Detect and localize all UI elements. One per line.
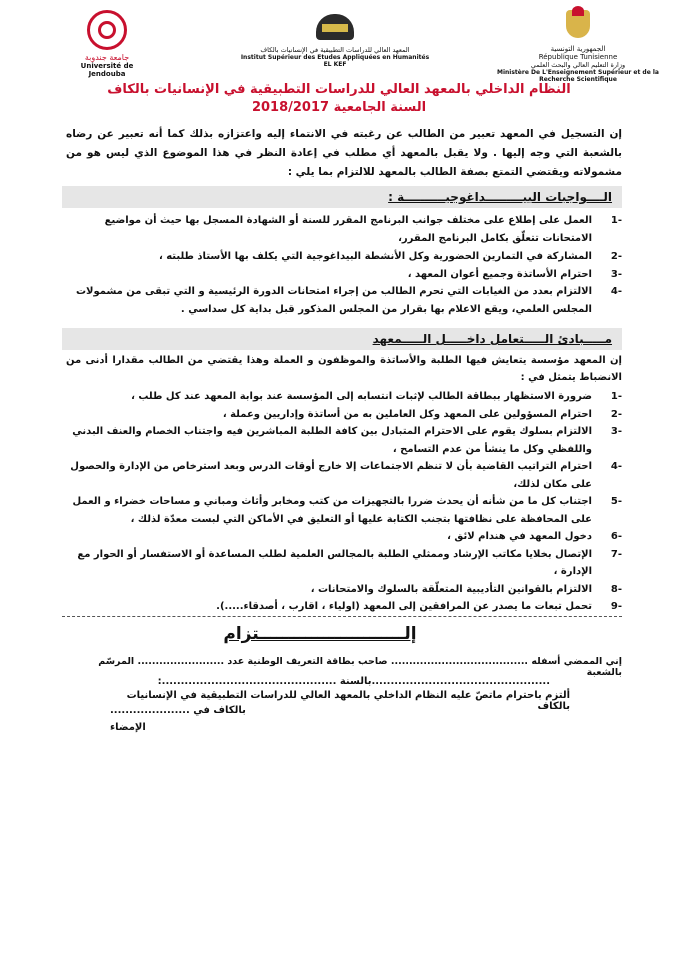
university-name-ar: جامعة جندوبة [84, 53, 130, 62]
republic-name-fr: République Tunisienne [538, 53, 618, 61]
institute-name-ar: المعهد العالي للدراسات التطبيقية في الإنسانيات بالكاف [260, 46, 410, 54]
document-title: النظام الداخلي بالمعهد العالي للدراسات التطبيقية في الإنسانيات بالكاف [107, 82, 571, 97]
section-divider [62, 616, 622, 617]
institute-name-fr: Institut Supérieur des Etudes Appliquées en Humanités EL KEF [240, 54, 430, 68]
institute-emblem-icon [316, 14, 354, 40]
list-item: -1 ضرورة الاستظهار ببطاقة الطالب لإثبات انتسابه إلى المؤسسة عند بوابة المعهد عند كل طلب ، [131, 391, 622, 402]
list-item: -1 العمل على إطلاع على مختلف جوانب البرنامج المقرر للسنة أو الشهادة المسجل بها حيث أن مواضيع الامتحانات تتعلّق بكامل البرنامج المقرر، [104, 215, 622, 244]
university-emblem-icon [87, 10, 127, 50]
commitment-line-year: ...............................................بالسنة ..............................................: [157, 676, 550, 687]
list-item: -4 احترام التراتيب القاضية بأن لا تنظم الاجتماعات إلا خارج أوقات الدرس وبعد استرخاص من الإدارة والحصول على مكان لذلك، [70, 461, 622, 490]
conduct-intro-paragraph: إن المعهد مؤسسة يتعايش فيها الطلبة والأساتذة والموظفون و العملة وهذا يقتضي من الطالب مقدارا أدنى من الانضباط يتمثل في : [66, 355, 622, 383]
commitment-line-identity: إني الممضي أسفله ...................................... صاحب بطاقة التعريف الوطنية عدد ........................ المرسّم بالشعبة [98, 656, 622, 678]
list-item: -9 تحمل تبعات ما يصدر عن المرافقين إلى المعهد (اولياء ، اقارب ، أصدقاء.....). [216, 601, 622, 612]
ministry-logo [488, 6, 668, 83]
intro-paragraph: إن التسجيل في المعهد تعبير من الطالب عن رغبته في الانتماء إليه واعتزازه بذلك كما أنه تعبير عن رضاه بالشعبة التي وجه إليها . ولا يقبل بالمعهد أي مطلب في إعادة النظر في هذا الموضوع الذي ليس هو من مشمولاته ويقتضي التمتع بصفة الطالب بالمعهد للالتزام بما يلي : [66, 128, 622, 178]
ministry-name-fr: Ministère De L'Enseignement Supérieur et de la Recherche Scientifique [497, 69, 659, 83]
signature-label: الإمضاء [110, 722, 146, 733]
section-pedagogical-duties-heading: الــــواجبات البيـــــــــداغوجيــــــــــة : [62, 186, 622, 208]
list-item: -4 الالتزام بعدد من الغيابات التي تحرم الطالب من إجراء امتحانات الدورة الرئيسية و التي تبقى من مشمولات المجلس العلمي، ويقع الاعلام بها بقرار من المجلس المذكور قبل بداية كل سداسي . [75, 286, 622, 315]
list-item: -8 الالتزام بالقوانين التأديبية المتعلّقة بالسلوك والامتحانات ، [310, 583, 622, 595]
commitment-heading: إلـــــــــــــــــــــــــتزام [223, 624, 417, 644]
list-item: -2 المشاركة في التمارين الحضورية وكل الأنشطة البيداغوجية التي يكلف بها الأستاذ طلبته ، [158, 251, 622, 262]
list-item: -3 احترام الأساتذة وجميع أعوان المعهد ، [407, 268, 622, 280]
institute-logo [240, 14, 430, 68]
list-item: -6 دخول المعهد في هندام لائق ، [447, 531, 622, 542]
university-name-fr: Université de Jendouba [80, 62, 134, 78]
commitment-line-place-date: بالكاف في ..................... [110, 705, 246, 716]
section-conduct-principles-heading: مـــــبادئ الـــــتعامل داخـــــل الـــــمعهد [62, 328, 622, 350]
tunisia-coat-of-arms-icon [563, 6, 593, 42]
academic-year: السنة الجامعية 2018/2017 [251, 100, 427, 115]
list-item: -5 اجتناب كل ما من شأنه أن يحدث ضررا بالتجهيزات من كتب ومخابر وأثاث ومباني و مساحات خضراء و العمل على المحافظة على نظافتها بتجنب الكتابة عليها أو التعليق في الأماكن التي لبست معدّة لذلك ، [72, 496, 622, 525]
list-item: -2 احترام المسؤولين على المعهد وكل العاملين به من أساتذة وإداريين وعملة ، [222, 408, 622, 420]
commitment-line-pledge: ألتزم باحترام ماتصّ عليه النظام الداخلي بالمعهد العالي للدراسات التطبيقية في الإنسانيات بالكاف [126, 690, 570, 712]
ministry-name-ar: وزارة التعليم العالي والبحث العلمي [530, 61, 626, 69]
republic-name-ar: الجمهورية التونسية [550, 45, 606, 53]
list-item: -7 الإتصال بخلايا مكاتب الإرشاد وممثلي الطلبة بالمجالس العلمية لطلب المساعدة أو الاستفسار أو الحوار مع الإدارة ، [77, 548, 622, 577]
pedagogical-duties-list [66, 212, 622, 318]
university-logo [72, 10, 142, 78]
list-item: -3 الالتزام بسلوك يقوم على الاحترام المتبادل بين كافة الطلبة المباشرين فيه واجتناب الخصام والعنف البدني واللفظي وكل ما ينشأ من عدم التسامح ، [72, 426, 622, 455]
conduct-principles-list [66, 388, 622, 616]
